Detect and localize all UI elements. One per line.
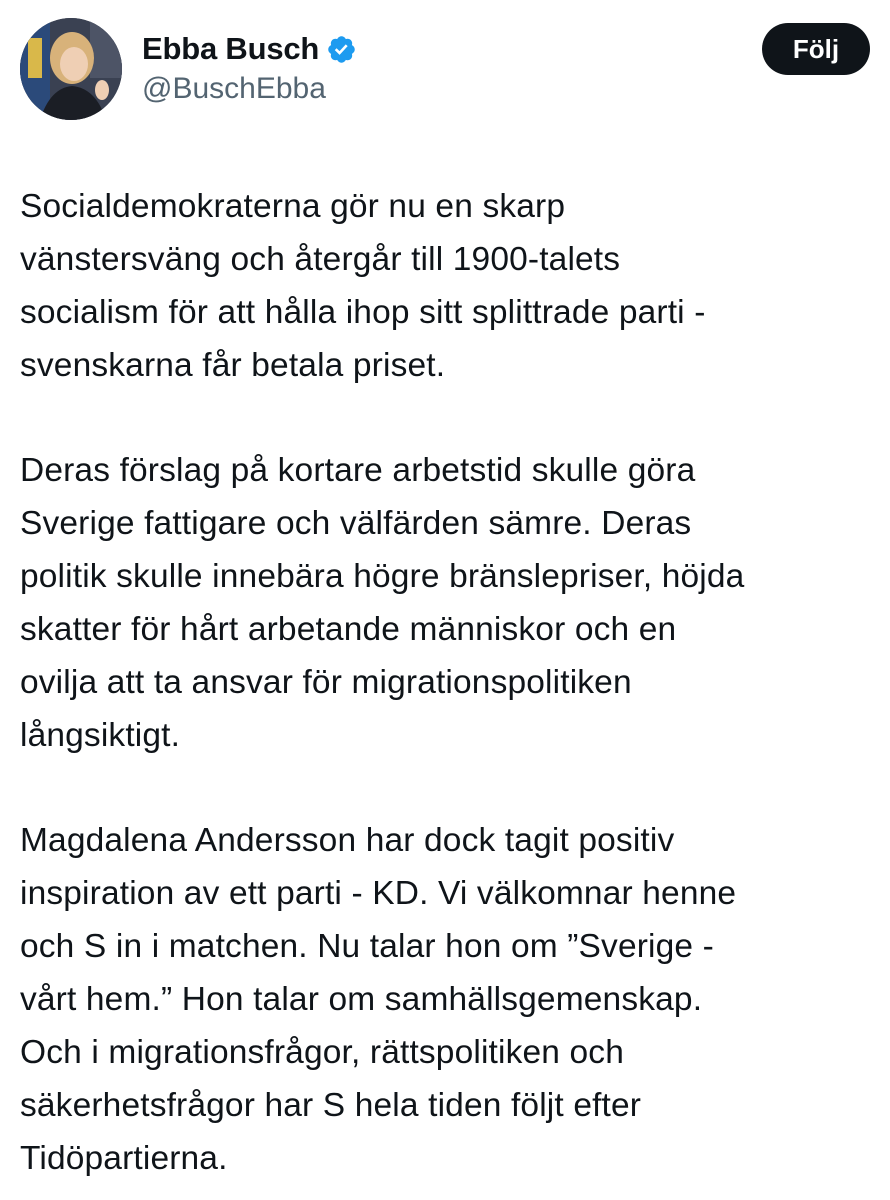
avatar-photo [20,18,122,120]
author-avatar[interactable] [20,18,122,120]
author-handle[interactable]: @BuschEbba [142,72,326,105]
tweet-paragraph: Magdalena Andersson har dock tagit positiv inspiration av ett parti - KD. Vi välkomnar henne och S in i matchen. Nu talar hon om ”Sverige - vårt hem.” Hon talar om samhällsgemenskap. Och i migrationsfrågor, rättspolitiken och säkerhetsfrågor har S hela tiden följt efter Tidöpartierna. [20,822,737,1177]
tweet-header [20,18,870,122]
tweet-paragraph: Deras förslag på kortare arbetstid skulle göra Sverige fattigare och välfärden sämre. Deras politik skulle innebära högre bränslepriser, höjda skatter för hårt arbetande människor och en ovilja att ta ansvar för migrationspolitiken långsiktigt. [20,452,745,754]
tweet-paragraph: Socialdemokraterna gör nu en skarp vänstersväng och återgår till 1900-talets socialism för att hålla ihop sitt splittrade parti - svenskarna får betala priset. [20,188,706,384]
author-display-name[interactable]: Ebba Busch [142,31,320,66]
follow-button[interactable]: Följ [762,23,870,75]
verified-badge-icon [326,34,357,65]
tweet-text [20,180,870,1185]
author-name-row [142,28,357,70]
